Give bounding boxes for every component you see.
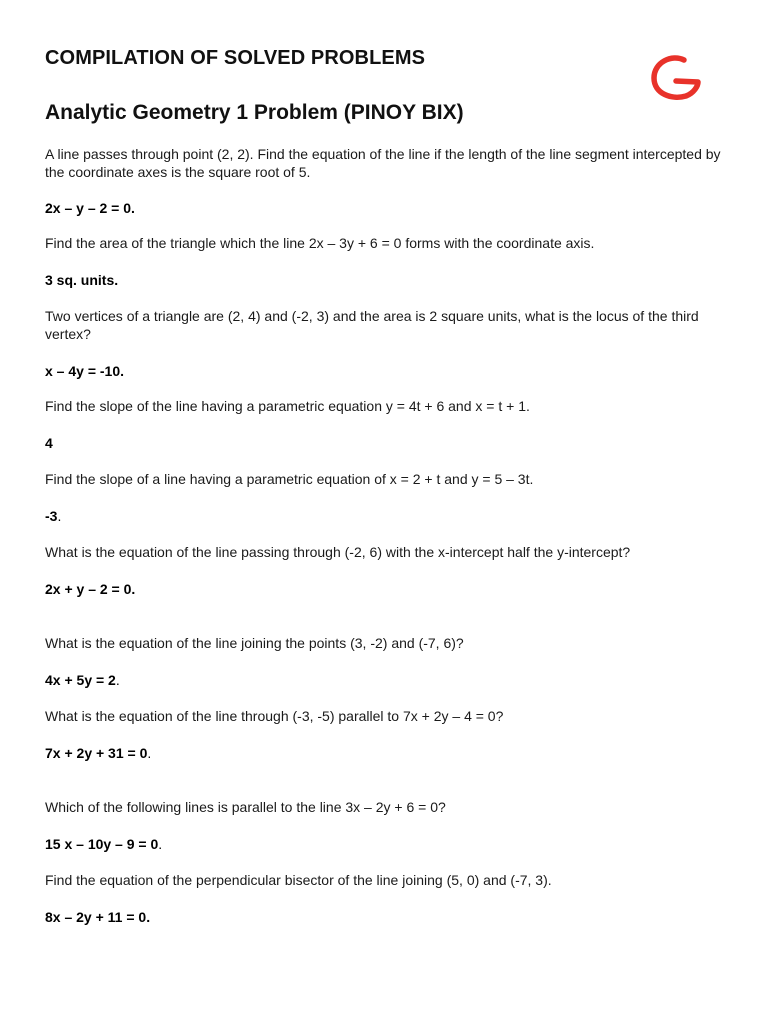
problem-7-answer: [45, 671, 735, 689]
problem-5: [45, 470, 735, 488]
problem-answer: 3 sq. units.: [45, 272, 119, 288]
problem-answer: 7x + 2y + 31 = 0.: [45, 745, 152, 761]
problem-question: What is the equation of the line passing through (-2, 6) with the x-intercept half the y-intercept?: [45, 544, 631, 560]
problem-question: Find the slope of the line having a parametric equation y = 4t + 6 and x = t + 1.: [45, 398, 530, 414]
problem-5-answer: [45, 507, 735, 525]
problem-answer: 2x – y – 2 = 0.: [45, 200, 135, 216]
problem-question: What is the equation of the line through (-3, -5) parallel to 7x + 2y – 4 = 0?: [45, 708, 504, 724]
problem-answer: 4x + 5y = 2.: [45, 672, 120, 688]
section-title: Analytic Geometry 1 Problem (PINOY BIX): [45, 101, 464, 124]
problem-2-answer: [45, 271, 735, 289]
problem-3: [45, 307, 735, 343]
problem-answer: 15 x – 10y – 9 = 0.: [45, 836, 163, 852]
problem-7: [45, 634, 735, 652]
document-title: COMPILATION OF SOLVED PROBLEMS: [45, 47, 426, 69]
problem-question: Which of the following lines is parallel to the line 3x – 2y + 6 = 0?: [45, 799, 446, 815]
problem-answer: 4: [45, 435, 53, 451]
problem-answer: x – 4y = -10.: [45, 363, 125, 379]
g-letter-logo-icon: [646, 52, 702, 104]
problem-answer: -3.: [45, 508, 62, 524]
problem-4-answer: [45, 434, 735, 452]
problem-8-answer: [45, 744, 735, 762]
problem-question: A line passes through point (2, 2). Find the equation of the line if the length of the line segment intercepted by the coordinate axes is the square root of 5.: [45, 146, 721, 180]
problem-question: What is the equation of the line joining the points (3, -2) and (-7, 6)?: [45, 635, 464, 651]
problem-10-answer: [45, 908, 735, 926]
problem-6: [45, 543, 735, 561]
problem-answer: 8x – 2y + 11 = 0.: [45, 909, 151, 925]
problem-1-answer: [45, 199, 735, 217]
problem-9-answer: [45, 835, 735, 853]
problem-question: Find the area of the triangle which the line 2x – 3y + 6 = 0 forms with the coordinate axis.: [45, 235, 595, 251]
problem-10: [45, 871, 735, 889]
problem-1: [45, 145, 735, 181]
problem-2: [45, 234, 735, 252]
problem-8: [45, 707, 735, 725]
problem-answer: 2x + y – 2 = 0.: [45, 581, 136, 597]
problem-9: [45, 798, 735, 816]
problem-question: Find the equation of the perpendicular bisector of the line joining (5, 0) and (-7, 3).: [45, 872, 552, 888]
problem-3-answer: [45, 362, 735, 380]
problem-question: Find the slope of a line having a parametric equation of x = 2 + t and y = 5 – 3t.: [45, 471, 534, 487]
problem-question: Two vertices of a triangle are (2, 4) and (-2, 3) and the area is 2 square units, what is the locus of the third vertex?: [45, 308, 699, 342]
problem-6-answer: [45, 580, 735, 598]
problem-4: [45, 397, 735, 415]
